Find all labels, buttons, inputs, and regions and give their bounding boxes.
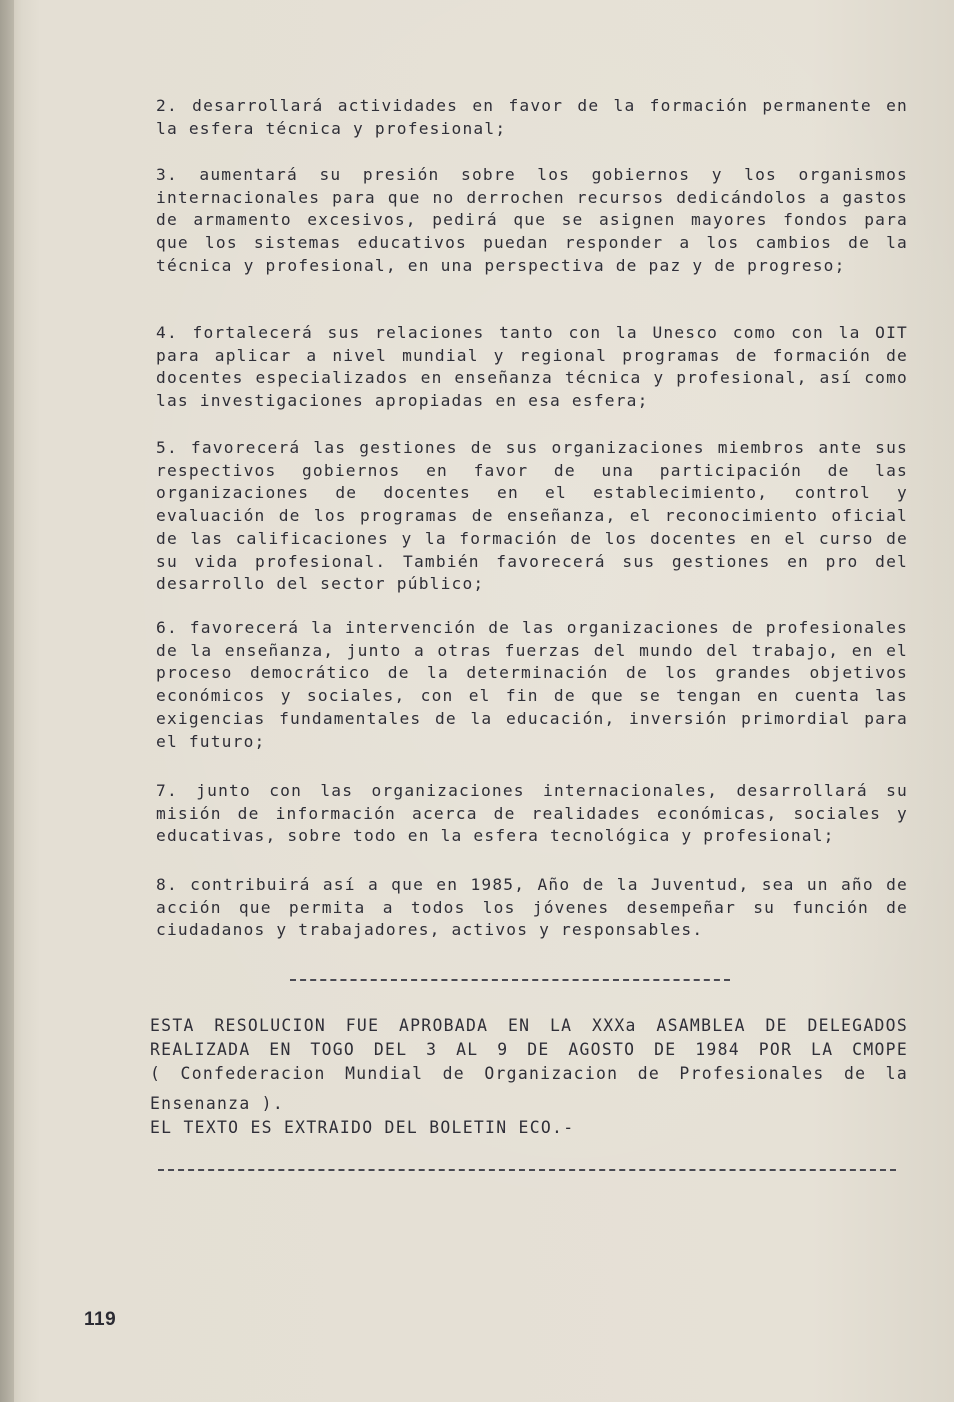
list-item-3: 3. aumentará su presión sobre los gobiernos y los organismos internacionales para que no derrochen recursos dedicándolos a gastos de armamento excesivos, pedirá que se asignen mayores fondos para que los sistemas educativos puedan responder a los cambios de la técnica y profesional, en una perspectiva de paz y de progreso; [156, 165, 908, 275]
footer-line-3: ( Confederacion Mundial de Organizacion de Profesionales de la [150, 1064, 908, 1083]
page-number: 119 [84, 1309, 117, 1330]
footer-line-5: EL TEXTO ES EXTRAIDO DEL BOLETIN ECO.- [150, 1118, 575, 1137]
resolution-note [150, 1014, 908, 1140]
separator-short [290, 979, 730, 981]
list-item-6: 6. favorecerá la intervención de las organizaciones de profesionales de la enseñanza, junto a otras fuerzas del mundo del trabajo, en el proceso democrático de la determinación de los grandes objetivos económicos y sociales, con el fin de que se tengan en cuenta las exigencias fundamentales de la educación, inversión primordial para el futuro; [156, 618, 908, 751]
list-item-2: 2. desarrollará actividades en favor de la formación permanente en la esfera técnica y profesional; [156, 96, 908, 138]
footer-line-1: ESTA RESOLUCION FUE APROBADA EN LA XXXa ASAMBLEA DE DELEGADOS [150, 1016, 908, 1035]
list-item-5: 5. favorecerá las gestiones de sus organizaciones miembros ante sus respectivos gobiernos en favor de una participación de las organizaciones de docentes en el establecimiento, control y evaluación de los programas de enseñanza, el reconocimiento oficial de las calificaciones y la formación de los docentes en el curso de su vida profesional. También favorecerá sus gestiones en pro del desarrollo del sector público; [156, 438, 908, 594]
list-item-7: 7. junto con las organizaciones internacionales, desarrollará su misión de información acerca de realidades económicas, sociales y educativas, sobre todo en la esfera tecnológica y profesional; [156, 781, 908, 846]
footer-line-2: REALIZADA EN TOGO DEL 3 AL 9 DE AGOSTO DE 1984 POR LA CMOPE [150, 1040, 908, 1059]
separator-long [158, 1169, 896, 1171]
binding-gutter [0, 0, 14, 1402]
list-item-4: 4. fortalecerá sus relaciones tanto con la Unesco como con la OIT para aplicar a nivel mundial y regional programas de formación de docentes especializados en enseñanza técnica y profesional, así como las investigaciones apropiadas en esa esfera; [156, 323, 908, 411]
list-item-8: 8. contribuirá así a que en 1985, Año de la Juventud, sea un año de acción que permita a todos los jóvenes desempeñar su función de ciudadanos y trabajadores, activos y responsables. [156, 875, 908, 940]
footer-line-4: Ensenanza ). [150, 1094, 285, 1113]
